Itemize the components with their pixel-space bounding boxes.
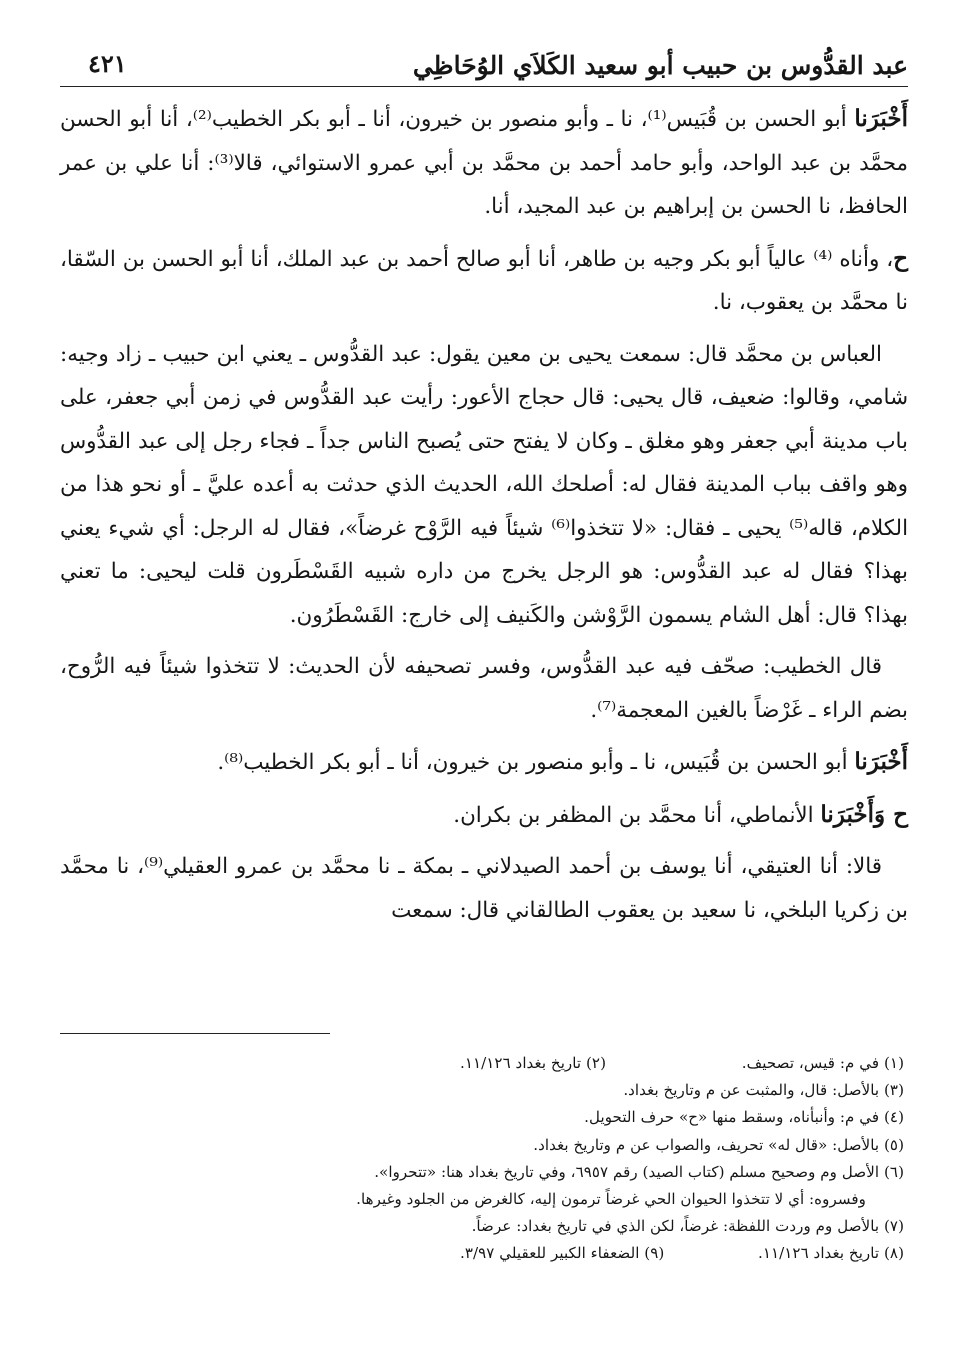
footnote-number: (٢): [585, 1054, 606, 1072]
footnote: [120, 1213, 904, 1240]
paragraph-text: ، وأناه ⁽⁴⁾ عالياً أبو بكر وجيه بن طاهر، أنا أبو صالح أحمد بن عبد الملك، أنا أبو الحسن بن السّقا، نا محمَّد بن يعقوب، نا.: [60, 246, 908, 315]
footnote-number: (٧): [883, 1217, 904, 1236]
paragraph-lead: أَخْبَرَنا: [854, 748, 908, 775]
footnote-text: بالأصل: «قال له» تحريف، والصواب عن م وتاريخ بغداد.: [533, 1135, 880, 1154]
paragraph-7: [60, 845, 908, 932]
footnote-continuation: [120, 1186, 904, 1213]
paragraph-text: العباس بن محمَّد قال: سمعت يحيى بن معين يقول: عبد القدُّوس ـ يعني ابن حبيب ـ زاد وجيه: شامي، وقالوا: ضعيف، قال يحيى: قال حجاج الأعور: رأيت عبد القدُّوس في زمن أبي جعفر، على باب مدينة أبي جعفر وهو مغلق ـ وكان لا يفتح حتى يُصبح الناس جداً ـ فجاء رجل إلى عبد القدُّوس وهو واقف بباب المدينة فقال له: أصلحك الله، الحديث الذي حدثت به أعده عليَّ ـ أو نحو هذا من الكلام، قاله⁽⁵⁾ يحيى ـ فقال: «لا تتخذوا⁽⁶⁾ شيئاً فيه الرَّوْح غرضاً»، فقال له الرجل: أي شيء يعني بهذا؟ فقال له عبد القدُّوس: هو الرجل يخرج من داره شبيه القَسْطَرون قلت ليحيى: ما تعني بهذا؟ قال: أهل الشام يسمون الرَّوْشن والكَنيف إلى خارج: القَسْطَرُون.: [60, 341, 909, 628]
paragraph-text: قال الخطيب: صحّف فيه عبد القدُّوس، وفسر تصحيفه لأن الحديث: لا تتخذوا شيئاً فيه الرُّوح، بضم الراء ـ غَرْضاً بالغين المعجمة⁽⁷⁾.: [60, 654, 908, 723]
paragraph-text: قالا: أنا العتيقي، أنا يوسف بن أحمد الصيدلاني ـ بمكة ـ نا محمَّد بن عمرو العقيلي⁽⁹⁾، نا محمَّد بن زكريا البلخي، نا سعيد بن يعقوب الطالقاني قال: سمعت: [60, 854, 908, 923]
footnote-text: في م: وأنبأناه، وسقط منها «ح» حرف التحويل.: [584, 1108, 880, 1127]
footnote-text: وفسروه: أي لا تتخذوا الحيوان الحي غرضاً ترمون إليه، كالغرض من الجلود وغيرها.: [356, 1190, 866, 1209]
footnote-text: بالأصل وم وردت اللفظة: غرضاً، لكن الذي في تاريخ بغداد: عرضاً.: [471, 1217, 880, 1236]
paragraph-lead: ح وَأَخْبَرَنا: [820, 800, 908, 828]
footnote: [460, 1240, 664, 1267]
paragraph-4: [60, 645, 908, 732]
paragraph-5: [60, 740, 908, 785]
paragraph-text: أبو الحسن بن قُبَيس⁽¹⁾، نا ـ وأبو منصور بن خيرون، أنا ـ أبو بكر الخطيب⁽²⁾، أنا أبو الحسن محمَّد بن عبد الواحد، وأبو حامد أحمد بن محمَّد بن أبي عمرو الاستوائي، قالا⁽³⁾: أنا علي بن عمر الحافظ، نا الحسن بن إبراهيم بن عبد المجيد، أنا.: [60, 107, 908, 219]
footnote-number: (٥): [883, 1135, 904, 1154]
main-text: [60, 97, 908, 932]
footnote-number: (٤): [883, 1108, 904, 1127]
footnote: [460, 1050, 606, 1077]
footnote-text: الأصل وم وصحيح مسلم (كتاب الصيد) رقم ٦٩٥٧، وفي تاريخ بغداد هنا: «تتحروا».: [374, 1162, 880, 1181]
footnote-number: (٣): [883, 1081, 904, 1100]
footnote-text: في م: قيس، تصحيف.: [741, 1054, 880, 1072]
footnote-text: تاريخ بغداد ١١/١٢٦.: [758, 1244, 880, 1263]
footnote-separator: [60, 1033, 330, 1034]
page-number: ٤٢١: [88, 49, 127, 78]
running-title: عبد القدُّوس بن حبيب أبو سعيد الكَلاَي الوُحَاظِي: [412, 51, 908, 80]
footnote-number: (٨): [883, 1244, 904, 1263]
footnote: [120, 1132, 904, 1159]
footnote-text: الضعفاء الكبير للعقيلي ٣/٩٧.: [460, 1244, 640, 1263]
paragraph-2: [60, 237, 908, 325]
book-page: [60, 28, 908, 1348]
footnote: [758, 1240, 904, 1267]
paragraph-text: أبو الحسن بن قُبَيس، نا ـ وأبو منصور بن خيرون، أنا ـ أبو بكر الخطيب⁽⁸⁾.: [217, 750, 855, 775]
footnote-text: بالأصل: قال، والمثبت عن م وتاريخ بغداد.: [623, 1081, 880, 1100]
footnote: [120, 1104, 904, 1131]
footnote: [120, 1077, 904, 1104]
footnotes: [120, 1050, 904, 1268]
footnote-number: (٦): [883, 1162, 904, 1181]
paragraph-text: الأنماطي، أنا محمَّد بن المظفر بن بكران.: [453, 802, 821, 828]
footnote: [742, 1050, 904, 1077]
footnote-number: (١): [883, 1054, 904, 1072]
paragraph-6: [60, 793, 908, 838]
footnote-row: [120, 1050, 904, 1077]
footnote: [120, 1159, 904, 1186]
footnote-number: (٩): [644, 1244, 665, 1263]
page-header: [60, 28, 908, 87]
footnote-row: [120, 1240, 904, 1267]
footnote-text: تاريخ بغداد ١١/١٢٦.: [460, 1054, 582, 1072]
paragraph-1: [60, 97, 908, 229]
paragraph-lead: أَخْبَرَنا: [854, 105, 908, 132]
paragraph-3: [60, 333, 908, 638]
paragraph-lead: ح: [893, 244, 908, 272]
